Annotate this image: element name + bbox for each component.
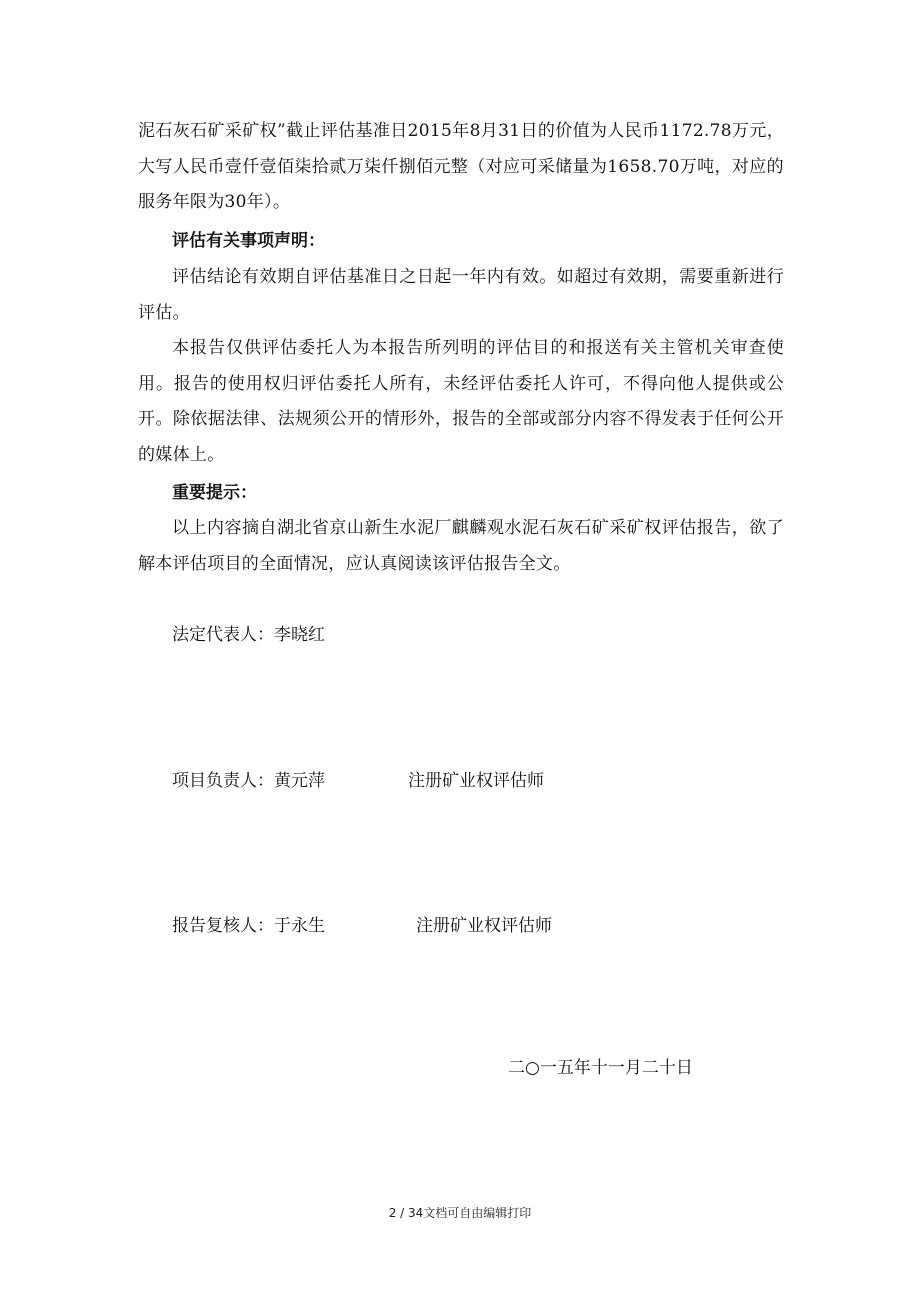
report-reviewer: 报告复核人：于永生 xyxy=(172,916,325,936)
notes-heading: 评估有关事项声明： xyxy=(172,231,325,251)
usage-paragraph: 本报告仅供评估委托人为本报告所列明的评估目的和报送有关主管机关审查使用。报告的使用权归评估委托人所有，未经评估委托人许可，不得向他人提供或公开。除依据法律、法规须公开的情形外，报告的全部或部分内容不得发表于任何公开的媒体上。 xyxy=(138,338,784,465)
reviewer-title: 注册矿业权评估师 xyxy=(416,916,552,936)
important-tips-heading: 重要提示： xyxy=(172,483,257,503)
report-date: 二○一五年十一月二十日 xyxy=(508,1058,693,1078)
excerpt-paragraph: 以上内容摘自湖北省京山新生水泥厂麒麟观水泥石灰石矿采矿权评估报告，欲了解本评估项目的全面情况，应认真阅读该评估报告全文。 xyxy=(138,518,784,574)
project-lead-title: 注册矿业权评估师 xyxy=(408,771,544,791)
page-footer: 2 / 34文档可自由编辑打印 xyxy=(388,1206,532,1220)
validity-paragraph: 评估结论有效期自评估基准日之日起一年内有效。如超过有效期，需要重新进行评估。 xyxy=(138,267,784,323)
valuation-result-paragraph: 泥石灰石矿采矿权”截止评估基准日2015年8月31日的价值为人民币1172.78万元，大写人民币壹仟壹佰柒拾贰万柒仟捌佰元整（对应可采储量为1658.70万吨，对应的服务年限为30年）。 xyxy=(138,121,784,212)
project-lead: 项目负责人：黄元萍 xyxy=(172,771,325,791)
legal-representative: 法定代表人：李晓红 xyxy=(172,625,325,645)
